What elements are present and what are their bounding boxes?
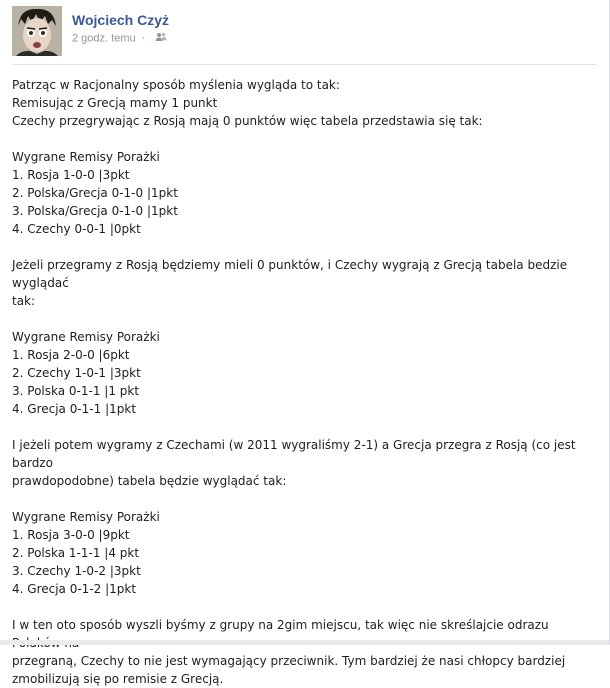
post-text-line: zmobilizują się po remisie z Grecją.: [12, 672, 224, 686]
post-text-line: 1. Rosja 2-0-0 |6pkt: [12, 348, 130, 362]
post-header: [12, 6, 598, 62]
post-text-line: 3. Polska 0-1-1 |1 pkt: [12, 384, 140, 398]
post-text: [12, 76, 598, 688]
post-text-line: [12, 310, 598, 328]
post-meta: [72, 32, 167, 45]
post-text-line: Remisując z Grecją mamy 1 punkt: [12, 96, 218, 110]
post-text-line: I jeżeli potem wygramy z Czechami (w 2011 wygraliśmy 2-1) a Grecja przegra z Rosją (co jest bardzo: [12, 438, 580, 470]
post-text-line: 2. Czechy 1-0-1 |3pkt: [12, 366, 141, 380]
post-text-line: Wygrane Remisy Porażki: [12, 510, 160, 524]
post-text-line: 4. Grecja 0-1-1 |1pkt: [12, 402, 137, 416]
post-footer-bar: [0, 640, 609, 645]
post-text-line: Czechy przegrywając z Rosją mają 0 punktów więc tabela przedstawia się tak:: [12, 114, 483, 128]
post-text-line: Patrząc w Racjonalny sposób myślenia wygląda to tak:: [12, 78, 340, 92]
avatar-photo: [12, 6, 62, 56]
post-text-line: [12, 598, 598, 616]
post-text-line: [12, 238, 598, 256]
post-text-line: [12, 130, 598, 148]
post-text-line: [12, 418, 598, 436]
post-text-line: 4. Grecja 0-1-2 |1pkt: [12, 582, 137, 596]
post-text-line: prawdopodobne) tabela będzie wyglądać tak:: [12, 474, 287, 488]
friends-icon[interactable]: [155, 32, 167, 45]
timestamp[interactable]: 2 godz. temu: [72, 32, 136, 45]
post-text-line: 1. Rosja 3-0-0 |9pkt: [12, 528, 130, 542]
post-text-line: Wygrane Remisy Porażki: [12, 150, 160, 164]
post-text-line: 2. Polska 1-1-1 |4 pkt: [12, 546, 140, 560]
post-text-line: 4. Czechy 0-0-1 |0pkt: [12, 222, 141, 236]
post-text-line: I w ten oto sposób wyszli byśmy z grupy na 2gim miejscu, tak więc nie skreślajcie odrazu: [12, 618, 549, 632]
post-text-line: 1. Rosja 1-0-0 |3pkt: [12, 168, 130, 182]
post-text-line: Jeżeli przegramy z Rosją będziemy mieli 0 punktów, i Czechy wygrają z Grecją tabela bedzie wyglądać: [12, 258, 571, 290]
post-text-line: 3. Polska/Grecja 0-1-0 |1pkt: [12, 204, 178, 218]
post-text-line: 2. Polska/Grecja 0-1-0 |1pkt: [12, 186, 178, 200]
post-text-line: Wygrane Remisy Porażki: [12, 330, 160, 344]
header-divider: [12, 64, 597, 65]
meta-separator: ·: [141, 32, 146, 45]
post-text-line: przegraną, Czechy to nie jest wymagający przeciwnik. Tym bardziej że nasi chłopcy bardziej: [12, 654, 566, 668]
avatar[interactable]: [12, 6, 62, 56]
post-text-line: 3. Czechy 1-0-2 |3pkt: [12, 564, 141, 578]
author-name[interactable]: Wojciech Czyż: [72, 12, 169, 28]
post-text-line: tak:: [12, 294, 36, 308]
post-text-line: [12, 490, 598, 508]
